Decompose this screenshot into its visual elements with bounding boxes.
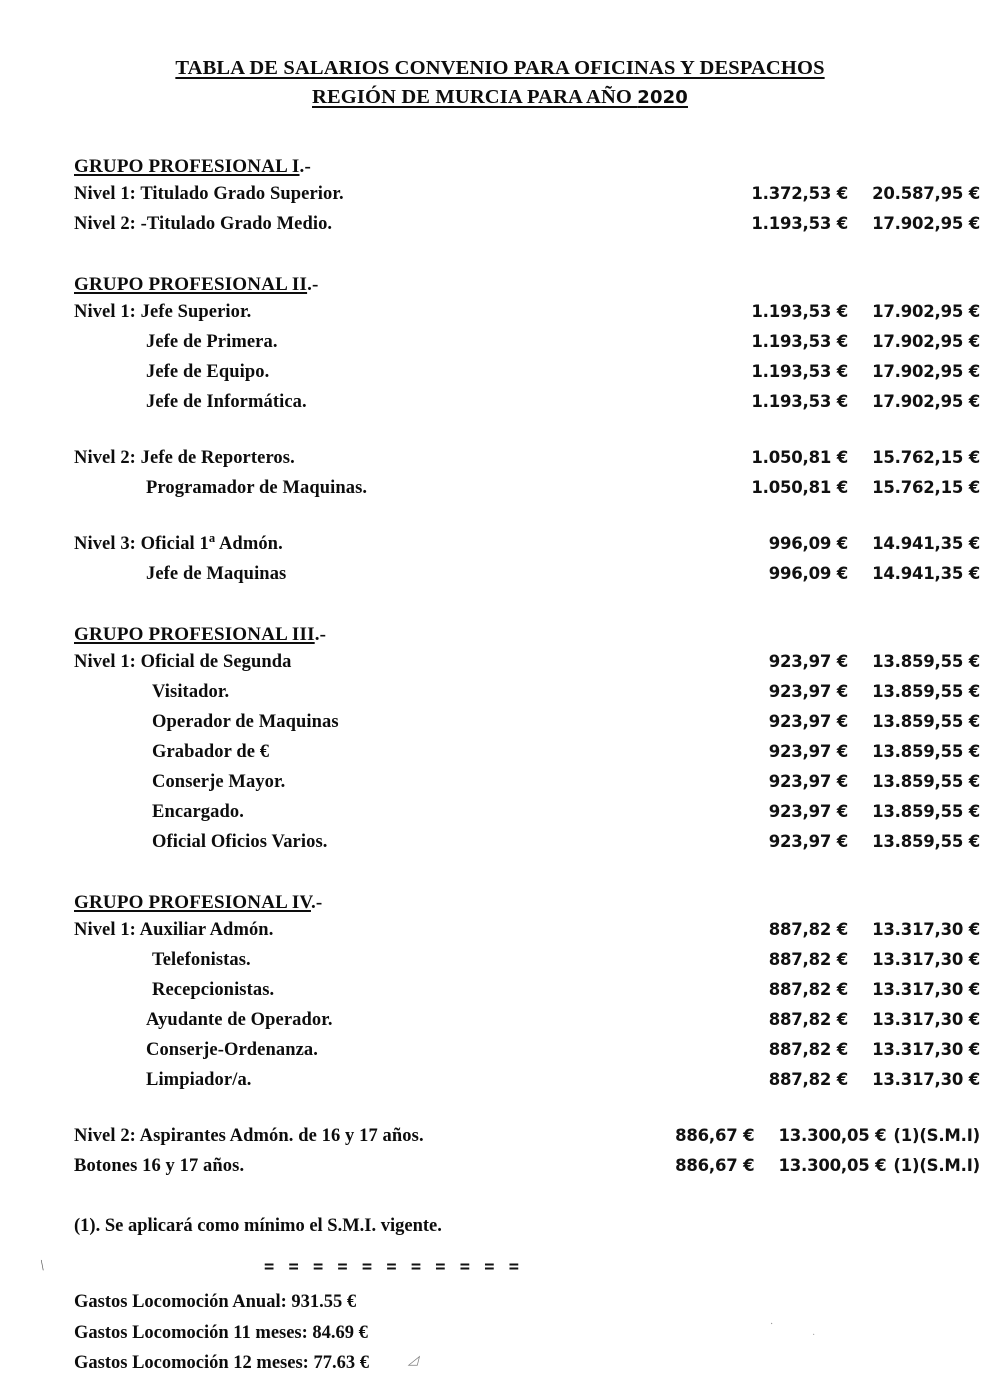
- job-title-label: Nivel 1: Jefe Superior.: [74, 302, 252, 323]
- job-title-label: Jefe de Equipo.: [146, 362, 270, 383]
- monthly-salary-value: 886,67 €: [675, 1126, 755, 1146]
- salary-row: [74, 712, 980, 742]
- job-title-label: Conserje-Ordenanza.: [146, 1040, 318, 1061]
- monthly-salary-value: 1.193,53 €: [751, 392, 848, 412]
- title-line-1: [0, 54, 1000, 83]
- salary-row: [74, 742, 980, 772]
- annual-salary-value: 13.300,05 €: [778, 1156, 887, 1176]
- annual-salary-value: 20.587,95 €: [872, 184, 980, 204]
- salary-row: [74, 184, 980, 214]
- annual-salary-value: 13.859,55 €: [872, 742, 980, 762]
- job-title-label: Nivel 2: -Titulado Grado Medio.: [74, 214, 333, 235]
- salary-amounts: [740, 332, 980, 351]
- annual-salary-value: 13.317,30 €: [872, 1010, 980, 1030]
- footnote-text: (1). Se aplicará como mínimo el S.M.I. vigente.: [74, 1216, 442, 1237]
- salary-row: [74, 1040, 980, 1070]
- job-title-label: Botones 16 y 17 años.: [74, 1156, 245, 1177]
- salary-row: [74, 1126, 980, 1156]
- salary-footnote-ref: (1)(S.M.I): [893, 1156, 980, 1176]
- job-title-label: Encargado.: [152, 802, 244, 823]
- level-spacer: [74, 422, 980, 448]
- annual-salary-value: 17.902,95 €: [872, 362, 980, 382]
- salary-amounts: [646, 1156, 980, 1175]
- section-separator: = = = = = = = = = = =: [264, 1257, 521, 1278]
- monthly-salary-value: 887,82 €: [768, 1040, 848, 1060]
- salary-amounts: [740, 534, 980, 553]
- locomotion-expense-line: Gastos Locomoción 11 meses: 84.69 €: [74, 1322, 368, 1343]
- salary-row: [74, 302, 980, 332]
- group-heading-suffix: .-: [310, 892, 323, 914]
- monthly-salary-value: 1.193,53 €: [751, 214, 848, 234]
- salary-row: [74, 920, 980, 950]
- salary-amounts: [740, 214, 980, 233]
- scan-artifact-mark: ◿: [408, 1352, 418, 1367]
- salary-amounts: [740, 950, 980, 969]
- annual-salary-value: 13.859,55 €: [872, 652, 980, 672]
- job-title-label: Operador de Maquinas: [152, 712, 339, 733]
- monthly-salary-value: 996,09 €: [768, 534, 848, 554]
- job-title-label: Jefe de Primera.: [146, 332, 278, 353]
- group-heading: [74, 892, 980, 914]
- salary-row: [74, 1070, 980, 1100]
- job-title-label: Visitador.: [152, 682, 230, 703]
- title-year: 2020: [637, 87, 688, 109]
- salary-row: [74, 772, 980, 802]
- ordinal-superscript: a: [208, 531, 216, 546]
- locomotion-expense-line: Gastos Locomoción 12 meses: 77.63 €: [74, 1352, 369, 1373]
- monthly-salary-value: 996,09 €: [768, 564, 848, 584]
- annual-salary-value: 13.317,30 €: [872, 1040, 980, 1060]
- group-spacer: [74, 244, 980, 274]
- job-title-label: Nivel 2: Aspirantes Admón. de 16 y 17 años.: [74, 1126, 424, 1147]
- job-title-label: Limpiador/a.: [146, 1070, 252, 1091]
- job-title-label: Programador de Maquinas.: [146, 478, 368, 499]
- locomotion-expense-line: Gastos Locomoción Anual: 931.55 €: [74, 1292, 357, 1313]
- group-heading-suffix: .-: [299, 156, 311, 178]
- salary-amounts: [740, 478, 980, 497]
- salary-amounts: [740, 1010, 980, 1029]
- job-title-label: Nivel 1: Titulado Grado Superior.: [74, 184, 344, 205]
- annual-salary-value: 15.762,15 €: [872, 448, 980, 468]
- monthly-salary-value: 923,97 €: [768, 742, 848, 762]
- salary-row: [74, 478, 980, 508]
- annual-salary-value: 13.317,30 €: [872, 980, 980, 1000]
- salary-row: [74, 448, 980, 478]
- monthly-salary-value: 887,82 €: [768, 950, 848, 970]
- monthly-salary-value: 1.193,53 €: [751, 302, 848, 322]
- job-title-label: Jefe de Maquinas: [146, 564, 287, 585]
- salary-row: [74, 980, 980, 1010]
- scan-artifact-mark: ·: [812, 1330, 816, 1341]
- salary-amounts: [740, 802, 980, 821]
- monthly-salary-value: 887,82 €: [768, 980, 848, 1000]
- salary-table-content: [0, 156, 1000, 1378]
- job-title-label: Nivel 3: Oficial 1$^a$ Admón.: [74, 531, 283, 555]
- salary-row: [74, 652, 980, 682]
- monthly-salary-value: 923,97 €: [768, 712, 848, 732]
- job-title-label: Oficial Oficios Varios.: [152, 832, 328, 853]
- annual-salary-value: 17.902,95 €: [872, 302, 980, 322]
- salary-footnote-ref: (1)(S.M.I): [893, 1126, 980, 1146]
- group-heading-label: GRUPO PROFESIONAL II: [74, 274, 308, 296]
- salary-row: [74, 214, 980, 244]
- document-title-block: [0, 0, 1000, 112]
- monthly-salary-value: 887,82 €: [768, 1010, 848, 1030]
- scan-artifact-mark: \: [38, 1257, 46, 1275]
- level-spacer: [74, 1100, 980, 1126]
- salary-amounts: [740, 1040, 980, 1059]
- group-heading-label: GRUPO PROFESIONAL IV: [74, 892, 311, 914]
- group-heading: [74, 274, 980, 296]
- salary-row: [74, 392, 980, 422]
- annual-salary-value: 14.941,35 €: [872, 534, 980, 554]
- monthly-salary-value: 1.193,53 €: [751, 362, 848, 382]
- job-title-label: Conserje Mayor.: [152, 772, 286, 793]
- salary-amounts: [740, 362, 980, 381]
- salary-amounts: [740, 832, 980, 851]
- salary-amounts: [740, 1070, 980, 1089]
- salary-amounts: [740, 652, 980, 671]
- annual-salary-value: 13.317,30 €: [872, 920, 980, 940]
- salary-row: [74, 682, 980, 712]
- salary-row: [74, 950, 980, 980]
- salary-amounts: [740, 772, 980, 791]
- salary-row: [74, 832, 980, 862]
- annual-salary-value: 15.762,15 €: [872, 478, 980, 498]
- salary-row: [74, 332, 980, 362]
- job-title-label: Grabador de €: [152, 742, 270, 763]
- salary-row: [74, 362, 980, 392]
- monthly-salary-value: 923,97 €: [768, 652, 848, 672]
- salary-amounts: [740, 448, 980, 467]
- annual-salary-value: 13.317,30 €: [872, 950, 980, 970]
- footer-spacer: [74, 1186, 980, 1216]
- salary-row: [74, 531, 980, 564]
- job-title-label: Jefe de Informática.: [146, 392, 307, 413]
- job-title-label: Nivel 2: Jefe de Reporteros.: [74, 448, 295, 469]
- annual-salary-value: 17.902,95 €: [872, 332, 980, 352]
- monthly-salary-value: 886,67 €: [675, 1156, 755, 1176]
- scan-artifact-mark: ·: [768, 1317, 776, 1331]
- annual-salary-value: 13.859,55 €: [872, 682, 980, 702]
- annual-salary-value: 13.300,05 €: [778, 1126, 887, 1146]
- job-title-label: Telefonistas.: [152, 950, 251, 971]
- salary-amounts: [740, 564, 980, 583]
- salary-amounts: [740, 712, 980, 731]
- monthly-salary-value: 923,97 €: [768, 832, 848, 852]
- title-line-2-text: REGIÓN DE MURCIA PARA AÑO: [312, 86, 638, 109]
- monthly-salary-value: 887,82 €: [768, 1070, 848, 1090]
- annual-salary-value: 13.317,30 €: [872, 1070, 980, 1090]
- group-heading-label: GRUPO PROFESIONAL III: [74, 624, 315, 646]
- monthly-salary-value: 1.050,81 €: [751, 448, 848, 468]
- title-line-1-text: TABLA DE SALARIOS CONVENIO PARA OFICINAS Y DESPACHOS: [175, 57, 825, 79]
- annual-salary-value: 13.859,55 €: [872, 772, 980, 792]
- salary-row: [74, 802, 980, 832]
- salary-row: [74, 564, 980, 594]
- group-heading-suffix: .-: [314, 624, 327, 646]
- job-title-label: Recepcionistas.: [152, 980, 275, 1001]
- salary-amounts: [740, 392, 980, 411]
- monthly-salary-value: 1.193,53 €: [751, 332, 848, 352]
- salary-row: [74, 1156, 980, 1186]
- monthly-salary-value: 1.372,53 €: [751, 184, 848, 204]
- salary-amounts: [646, 1126, 980, 1145]
- job-title-label: Ayudante de Operador.: [146, 1010, 333, 1031]
- group-heading: [74, 156, 980, 178]
- job-title-label: Nivel 1: Auxiliar Admón.: [74, 920, 274, 941]
- salary-amounts: [740, 920, 980, 939]
- group-heading: [74, 624, 980, 646]
- title-line-2: [0, 83, 1000, 112]
- group-spacer: [74, 594, 980, 624]
- annual-salary-value: 13.859,55 €: [872, 712, 980, 732]
- group-spacer: [74, 862, 980, 892]
- monthly-salary-value: 923,97 €: [768, 772, 848, 792]
- group-heading-label: GRUPO PROFESIONAL I: [74, 156, 300, 178]
- job-title-label: Nivel 1: Oficial de Segunda: [74, 652, 292, 673]
- annual-salary-value: 17.902,95 €: [872, 392, 980, 412]
- salary-amounts: [740, 980, 980, 999]
- monthly-salary-value: 887,82 €: [768, 920, 848, 940]
- salary-row: [74, 1010, 980, 1040]
- monthly-salary-value: 1.050,81 €: [751, 478, 848, 498]
- group-heading-suffix: .-: [307, 274, 319, 296]
- annual-salary-value: 13.859,55 €: [872, 802, 980, 822]
- monthly-salary-value: 923,97 €: [768, 802, 848, 822]
- annual-salary-value: 17.902,95 €: [872, 214, 980, 234]
- annual-salary-value: 13.859,55 €: [872, 832, 980, 852]
- salary-amounts: [740, 742, 980, 761]
- annual-salary-value: 14.941,35 €: [872, 564, 980, 584]
- salary-amounts: [740, 302, 980, 321]
- monthly-salary-value: 923,97 €: [768, 682, 848, 702]
- salary-amounts: [740, 682, 980, 701]
- salary-amounts: [740, 184, 980, 203]
